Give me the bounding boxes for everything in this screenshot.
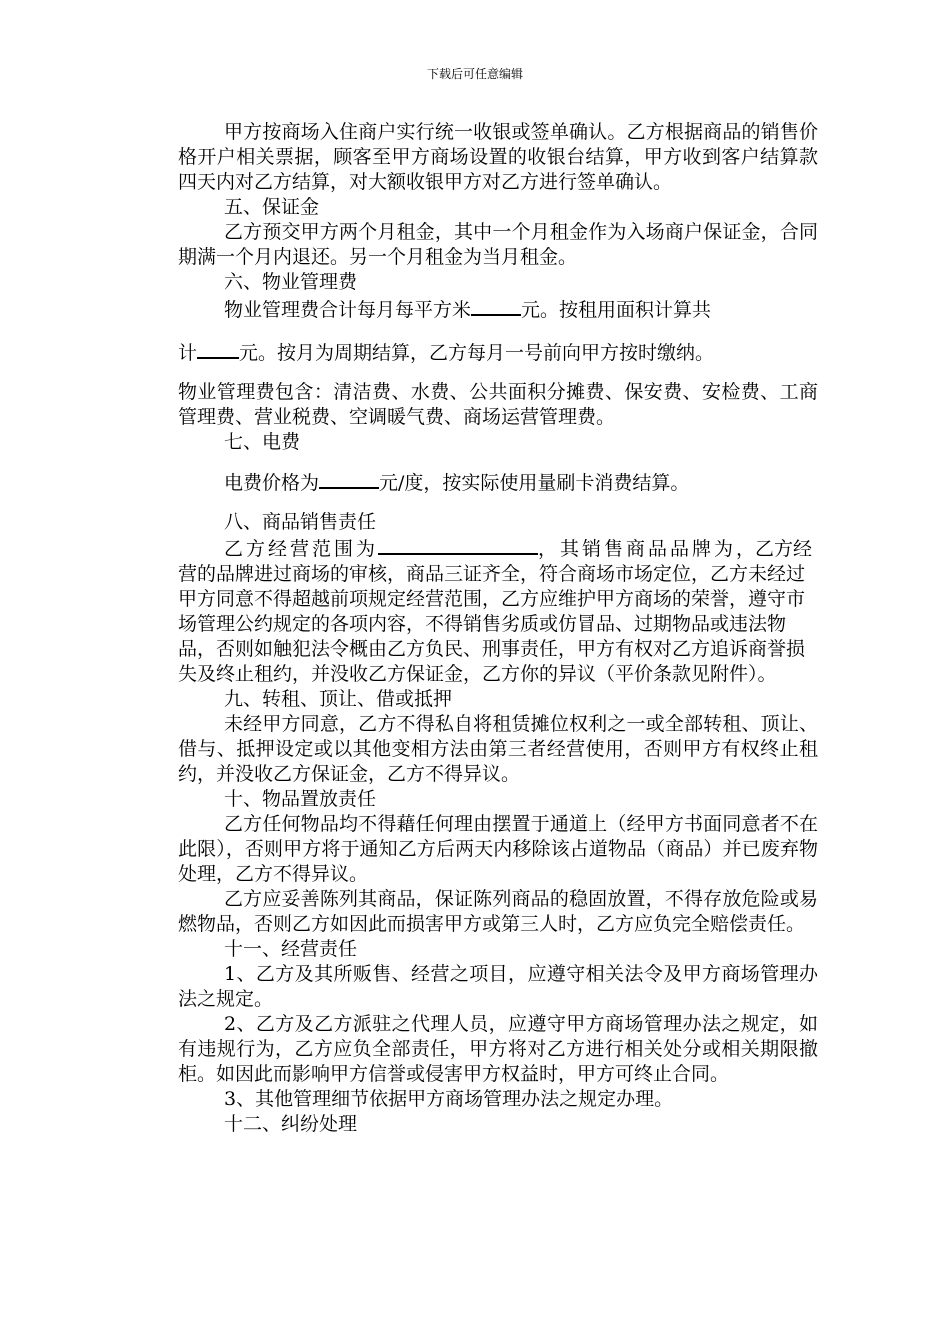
paragraph-property-fee-total (178, 339, 818, 366)
paragraph-placement-display: 乙方应妥善陈列其商品，保证陈列商品的稳固放置，不得存放危险或易燃物品，否则乙方如因此而损害甲方或第三人时，乙方应负完全赔偿责任。 (178, 888, 818, 935)
section-heading-placement: 十、物品置放责任 (224, 788, 377, 810)
section-heading-sales-responsibility: 八、商品销售责任 (224, 511, 377, 533)
property-fee-rate-blank (471, 296, 521, 316)
paragraph-deposit: 乙方预交甲方两个月租金，其中一个月租金作为入场商户保证金，合同期满一个月内退还。另一个月租金为当月租金。 (178, 221, 818, 268)
section-heading-operation: 十一、经营责任 (224, 938, 358, 960)
paragraph-operation-3: 3、其他管理细节依据甲方商场管理办法之规定办理。 (224, 1088, 674, 1110)
section-heading-electricity: 七、电费 (224, 431, 301, 453)
brand-text: ，其销售商品品牌为 (538, 538, 737, 560)
electricity-price-text-after: 元/度，按实际使用量刷卡消费结算。 (379, 472, 690, 494)
paragraph-property-fee-includes: 物业管理费包含：清洁费、水费、公共面积分摊费、保安费、安检费、工商管理费、营业税费、空调暖气费、商场运营管理费。 (178, 381, 818, 428)
section-heading-property-fee: 六、物业管理费 (224, 271, 358, 293)
document-body (178, 120, 818, 1137)
business-scope-text: 乙方经营范围为 (224, 538, 379, 560)
sales-responsibility-text: ，乙方经营的品牌进过商场的审核，商品三证齐全，符合商场市场定位，乙方未经过甲方同意不得超越前项规定经营范围，乙方应维护甲方商场的荣誉，遵守市场管理公约规定的各项内容，不得销售劣质或仿冒品、过期物品或违法物品，否则如触犯法令概由乙方负民、刑事责任，甲方有权对乙方追诉商誉损失及终止租约，并没收乙方保证金，乙方你的异议（平价条款见附件）。 (178, 538, 813, 685)
paragraph-settlement: 甲方按商场入住商户实行统一收银或签单确认。乙方根据商品的销售价格开户相关票据，顾客至甲方商场设置的收银台结算，甲方收到客户结算款四天内对乙方结算，对大额收银甲方对乙方进行签单确认。 (178, 121, 818, 193)
section-heading-sublease: 九、转租、顶让、借或抵押 (224, 688, 453, 710)
paragraph-electricity (178, 469, 818, 496)
section-heading-deposit: 五、保证金 (224, 196, 320, 218)
business-scope-blank (378, 535, 538, 555)
page-header-note: 下载后可任意编辑 (426, 67, 523, 81)
electricity-price-text: 电费价格为 (224, 472, 320, 494)
paragraph-operation-1: 1、乙方及其所贩售、经营之项目，应遵守相关法令及甲方商场管理办法之规定。 (178, 963, 818, 1010)
paragraph-operation-2: 2、乙方及乙方派驻之代理人员，应遵守甲方商场管理办法之规定，如有违规行为，乙方应负全部责任，甲方将对乙方进行相关处分或相关期限撤柜。如因此而影响甲方信誉或侵害甲方权益时，甲方可终止合同。 (178, 1013, 818, 1085)
property-fee-rate-text: 物业管理费合计每月每平方米 (224, 299, 472, 321)
property-fee-rate-text-after: 元。按租用面积计算共 (521, 299, 712, 321)
paragraph-placement-aisle: 乙方任何物品均不得藉任何理由摆置于通道上（经甲方书面同意者不在此限），否则甲方将于通知乙方后两天内移除该占道物品（商品）并已废弃物处理，乙方不得异议。 (178, 813, 818, 885)
property-fee-total-text-after: 元。按月为周期结算，乙方每月一号前向甲方按时缴纳。 (239, 342, 715, 364)
paragraph-sales-responsibility (178, 535, 818, 687)
paragraph-sublease: 未经甲方同意，乙方不得私自将租赁摊位权利之一或全部转租、顶让、借与、抵押设定或以其他变相方法由第三者经营使用，否则甲方有权终止租约，并没收乙方保证金，乙方不得异议。 (178, 713, 818, 785)
section-heading-dispute: 十二、纠纷处理 (224, 1113, 358, 1135)
paragraph-property-fee-rate (178, 295, 818, 325)
electricity-price-blank (319, 469, 379, 489)
property-fee-total-text: 计 (178, 342, 198, 364)
property-fee-total-blank (197, 339, 239, 359)
